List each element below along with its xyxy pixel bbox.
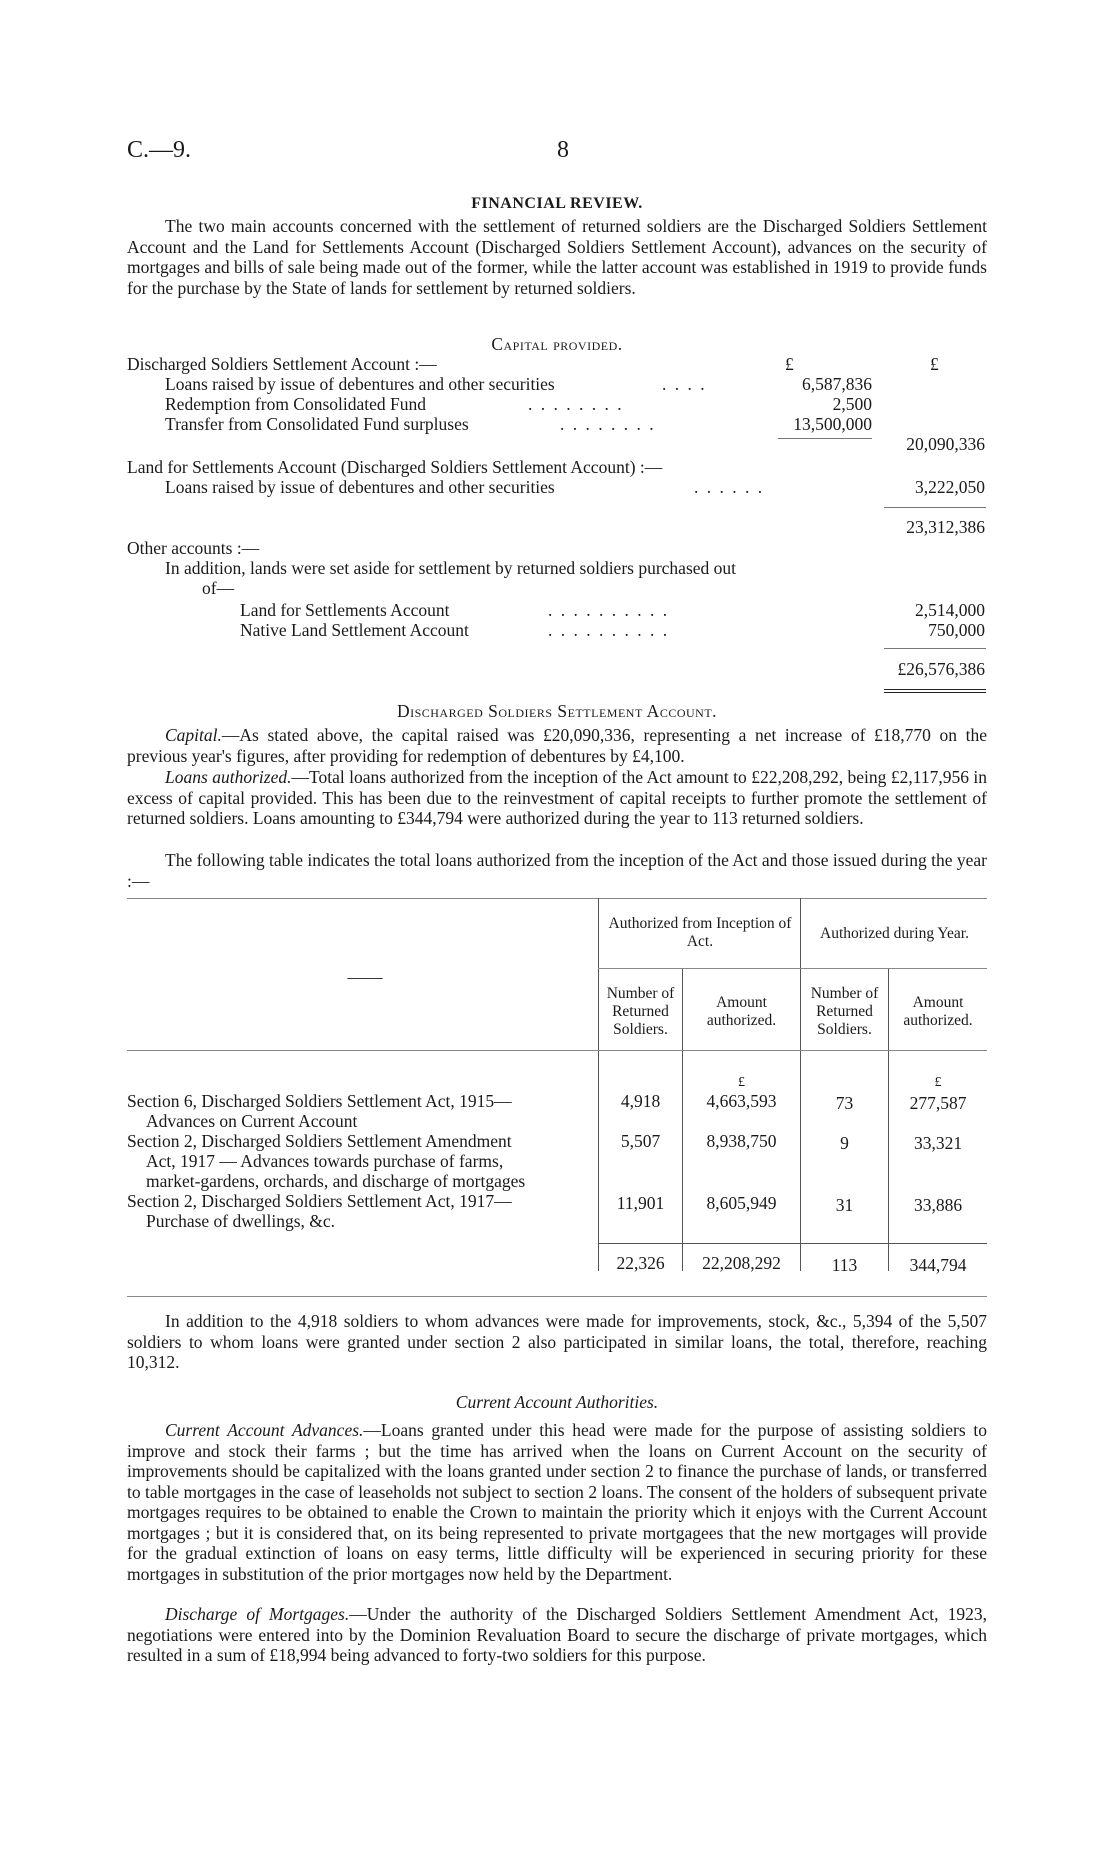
current-account-text: —Loans granted under this head were made for the purpose of assisting soldiers to improve and stock their farms ; but the time has arrived when the loans on Current Account on the security of improvements should be capitalized with the loans granted under section 2 to finance the purchase of lands, or transferred to table mortgages in the case of leaseholds not subject to section 2 loans. The consent of the holders of subsequent private mortgages requires to be obtained to enable the Crown to maintain the priority which it enjoys with the Current Account mortgages ; but it is considered that, on its being represented to private mortgagees that the new mortgages will provide for the gradual extinction of loans on easy terms, little difficulty will be experienced in securing priority for these mortgages in substitution of the prior mortgages now held by the Department. xyxy=(127,1420,987,1584)
subtotal-rule xyxy=(778,438,872,439)
dss-section-heading: Discharged Soldiers Settlement Account. xyxy=(396,701,718,721)
pound-symbol-col1: £ xyxy=(785,354,794,374)
table-row-label-cont: market-gardens, orchards, and discharge of mortgages xyxy=(146,1171,526,1191)
capital-item-label: Transfer from Consolidated Fund surpluses xyxy=(165,414,469,434)
total-rule xyxy=(884,648,986,649)
subheader-amount-inception: Amount authorized. xyxy=(706,994,777,1029)
mortgages-text: —Under the authority of the Discharged Soldiers Settlement Amendment Act, 1923, negotiations were entered into by the Dominion Revaluation Board to secure the discharge of private mortgages, which resulted in a sum of £18,994 being advanced to forty-two soldiers for this purpose. xyxy=(127,1604,987,1665)
current-account-paragraph xyxy=(127,1420,987,1584)
total-cell: 22,208,292 xyxy=(702,1253,781,1273)
header-bottom-rule xyxy=(127,1050,987,1051)
lfs-item-label: Loans raised by issue of debentures and other securities xyxy=(165,477,555,497)
current-account-label: Current Account Advances. xyxy=(165,1420,364,1440)
leader-dots: . . . . . . . . . . xyxy=(548,620,670,640)
caa-section-heading: Current Account Authorities. xyxy=(455,1392,659,1412)
leader-dots: . . . . . . . . . . xyxy=(548,600,670,620)
leader-dots: . . . . xyxy=(662,374,707,394)
table-cell: 73 xyxy=(835,1093,854,1113)
capital-item-amount: 13,500,000 xyxy=(793,414,872,434)
table-row-label: Section 6, Discharged Soldiers Settlement Act, 1915— xyxy=(127,1091,512,1111)
other-item-label: Land for Settlements Account xyxy=(240,600,450,620)
capital-paragraph xyxy=(127,725,987,766)
table-row-label: Section 2, Discharged Soldiers Settlement Amendment xyxy=(127,1131,512,1151)
totals-rule xyxy=(598,1243,987,1244)
table-cell: 5,507 xyxy=(620,1131,661,1151)
capital-text: —As stated above, the capital raised was £20,090,336, representing a net increase of £18,770 on the previous year's figures, after providing for redemption of debentures by £4,100. xyxy=(127,725,987,766)
mortgages-paragraph xyxy=(127,1604,987,1666)
mortgages-label: Discharge of Mortgages. xyxy=(165,1604,350,1624)
table-row-label-cont: Advances on Current Account xyxy=(146,1111,358,1131)
document-reference: C.—9. xyxy=(127,137,192,163)
total-cell: 22,326 xyxy=(616,1253,665,1273)
table-cell: 8,605,949 xyxy=(706,1193,777,1213)
loans-label: Loans authorized. xyxy=(165,767,292,787)
capital-item-label: Redemption from Consolidated Fund xyxy=(165,394,427,414)
leader-dots: . . . . . . . . xyxy=(560,414,656,434)
table-cell: 33,886 xyxy=(913,1195,963,1215)
table-bottom-rule xyxy=(127,1296,987,1297)
other-accounts-text-cont: of— xyxy=(202,578,235,598)
group-header-inception: Authorized from Inception of Act. xyxy=(608,915,792,950)
capital-item-label: Loans raised by issue of debentures and other securities xyxy=(165,374,555,394)
table-cell: 277,587 xyxy=(909,1093,967,1113)
other-item-amount: 2,514,000 xyxy=(915,600,985,620)
table-cell: 4,663,593 xyxy=(706,1091,777,1111)
subheader-amount-year: Amount authorized. xyxy=(903,994,973,1029)
table-cell: 11,901 xyxy=(616,1193,665,1213)
dss-account-heading: Discharged Soldiers Settlement Account :— xyxy=(127,354,437,374)
subtotal-rule xyxy=(884,507,986,508)
stub-dash: —— xyxy=(347,967,383,987)
capital-label: Capital. xyxy=(165,725,222,745)
other-item-amount: 750,000 xyxy=(928,620,985,640)
other-item-label: Native Land Settlement Account xyxy=(240,620,469,640)
other-accounts-heading: Other accounts :— xyxy=(127,538,260,558)
page-title: FINANCIAL REVIEW. xyxy=(471,195,643,212)
group-header-year: Authorized during Year. xyxy=(820,925,969,942)
after-table-paragraph: In addition to the 4,918 soldiers to whom advances were made for improvements, stock, &c., 5,394 of the 5,507 soldiers to whom loans were granted under section 2 also participated in similar loans, the total, therefore, reaching 10,312. xyxy=(127,1311,987,1372)
lfs-account-heading: Land for Settlements Account (Discharged Soldiers Settlement Account) :— xyxy=(127,457,663,477)
lfs-amount: 3,222,050 xyxy=(915,477,985,497)
table-cell: 8,938,750 xyxy=(706,1131,777,1151)
table-cell: 31 xyxy=(835,1195,854,1215)
other-accounts-text: In addition, lands were set aside for settlement by returned soldiers purchased out xyxy=(165,558,737,578)
loans-paragraph xyxy=(127,767,987,829)
double-rule-bottom xyxy=(884,692,986,693)
total-cell: 113 xyxy=(831,1255,858,1275)
leader-dots: . . . . . . . . xyxy=(528,394,624,414)
table-row-label-cont: Purchase of dwellings, &c. xyxy=(146,1211,336,1231)
capital-heading: Capital provided. xyxy=(491,334,623,354)
subtotal: 23,312,386 xyxy=(906,517,985,537)
table-intro-paragraph: The following table indicates the total loans authorized from the inception of the Act and those issued during the year :— xyxy=(127,850,987,891)
double-rule-top xyxy=(884,689,986,690)
table-row-label-cont: Act, 1917 — Advances towards purchase of farms, xyxy=(146,1151,504,1171)
currency-symbol: £ xyxy=(934,1075,942,1090)
leader-dots: . . . . . . xyxy=(694,477,765,497)
table-divider xyxy=(598,898,599,1271)
table-cell: 33,321 xyxy=(913,1133,963,1153)
capital-item-amount: 2,500 xyxy=(832,394,872,414)
capital-item-amount: 6,587,836 xyxy=(802,374,872,394)
currency-symbol: £ xyxy=(738,1075,745,1090)
dss-total: 20,090,336 xyxy=(906,434,985,454)
grand-total: £26,576,386 xyxy=(897,659,985,679)
table-top-rule xyxy=(127,898,987,899)
subheader-number-year: Number of Returned Soldiers. xyxy=(810,985,879,1038)
loans-text: —Total loans authorized from the inception of the Act amount to £22,208,292, being £2,117,956 in excess of capital provided. This has been due to the reinvestment of capital receipts to further promote the settlement of returned soldiers. Loans amounting to £344,794 were authorized during the year to 113 returned soldiers. xyxy=(127,767,988,828)
table-cell: 9 xyxy=(840,1133,849,1153)
total-cell: 344,794 xyxy=(909,1255,967,1275)
group-header-rule xyxy=(598,968,987,969)
table-row-label: Section 2, Discharged Soldiers Settlement Act, 1917— xyxy=(127,1191,512,1211)
page-number: 8 xyxy=(557,137,569,163)
subheader-number-inception: Number of Returned Soldiers. xyxy=(606,985,675,1038)
table-cell: 4,918 xyxy=(620,1091,661,1111)
intro-paragraph: The two main accounts concerned with the settlement of returned soldiers are the Discharged Soldiers Settlement Account and the Land for Settlements Account (Discharged Soldiers Settlement Account), advances on the security of mortgages and bills of sale being made out of the former, while the latter account was established in 1919 to provide funds for the purchase by the State of lands for settlement by returned soldiers. xyxy=(127,216,987,298)
pound-symbol-col2: £ xyxy=(930,354,939,374)
